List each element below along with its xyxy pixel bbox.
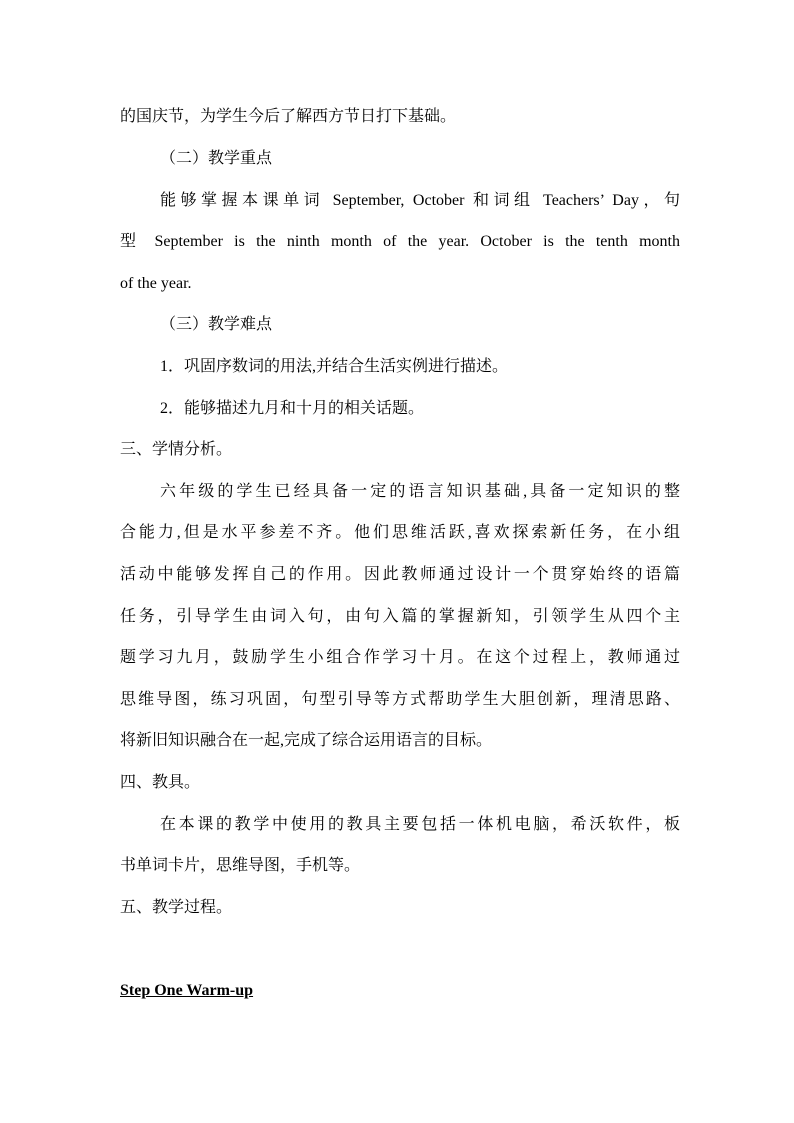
paragraph-line: 活动中能够发挥自己的作用。因此教师通过设计一个贯穿始终的语篇 [120, 566, 680, 583]
list-item: 1．巩固序数词的用法,并结合生活实例进行描述。 [160, 358, 509, 375]
paragraph-line: 合能力,但是水平参差不齐。他们思维活跃,喜欢探索新任务，在小组 [120, 524, 680, 541]
section-heading-key-points: （二）教学重点 [160, 150, 273, 167]
paragraph-line: 的国庆节，为学生今后了解西方节日打下基础。 [120, 108, 457, 125]
paragraph-line: 六年级的学生已经具备一定的语言知识基础,具备一定知识的整 [160, 483, 680, 500]
paragraph-line: 将新旧知识融合在一起,完成了综合运用语言的目标。 [120, 732, 493, 749]
paragraph-line: 型 September is the ninth month of the year. October is the tenth month [120, 233, 680, 250]
step-heading: Step One Warm-up [120, 982, 254, 999]
list-item: 2．能够描述九月和十月的相关话题。 [160, 400, 425, 417]
paragraph-line: 题学习九月，鼓励学生小组合作学习十月。在这个过程上，教师通过 [120, 649, 680, 666]
section-heading-student-analysis: 三、学情分析。 [120, 441, 233, 458]
section-heading-difficulties: （三）教学难点 [160, 316, 273, 333]
section-heading-teaching-aids: 四、教具。 [120, 774, 201, 791]
paragraph-line: 能够掌握本课单词 September, October 和词组 Teachers’ Day，句 [160, 192, 680, 209]
paragraph-line: 任务，引导学生由词入句，由句入篇的掌握新知，引领学生从四个主 [120, 608, 680, 625]
paragraph-line: 思维导图，练习巩固，句型引导等方式帮助学生大胆创新，理清思路、 [120, 691, 680, 708]
paragraph-line: 在本课的教学中使用的教具主要包括一体机电脑，希沃软件，板 [160, 816, 680, 833]
paragraph-line: 书单词卡片，思维导图，手机等。 [120, 857, 361, 874]
paragraph-line: of the year. [120, 275, 192, 292]
section-heading-teaching-process: 五、教学过程。 [120, 899, 233, 916]
